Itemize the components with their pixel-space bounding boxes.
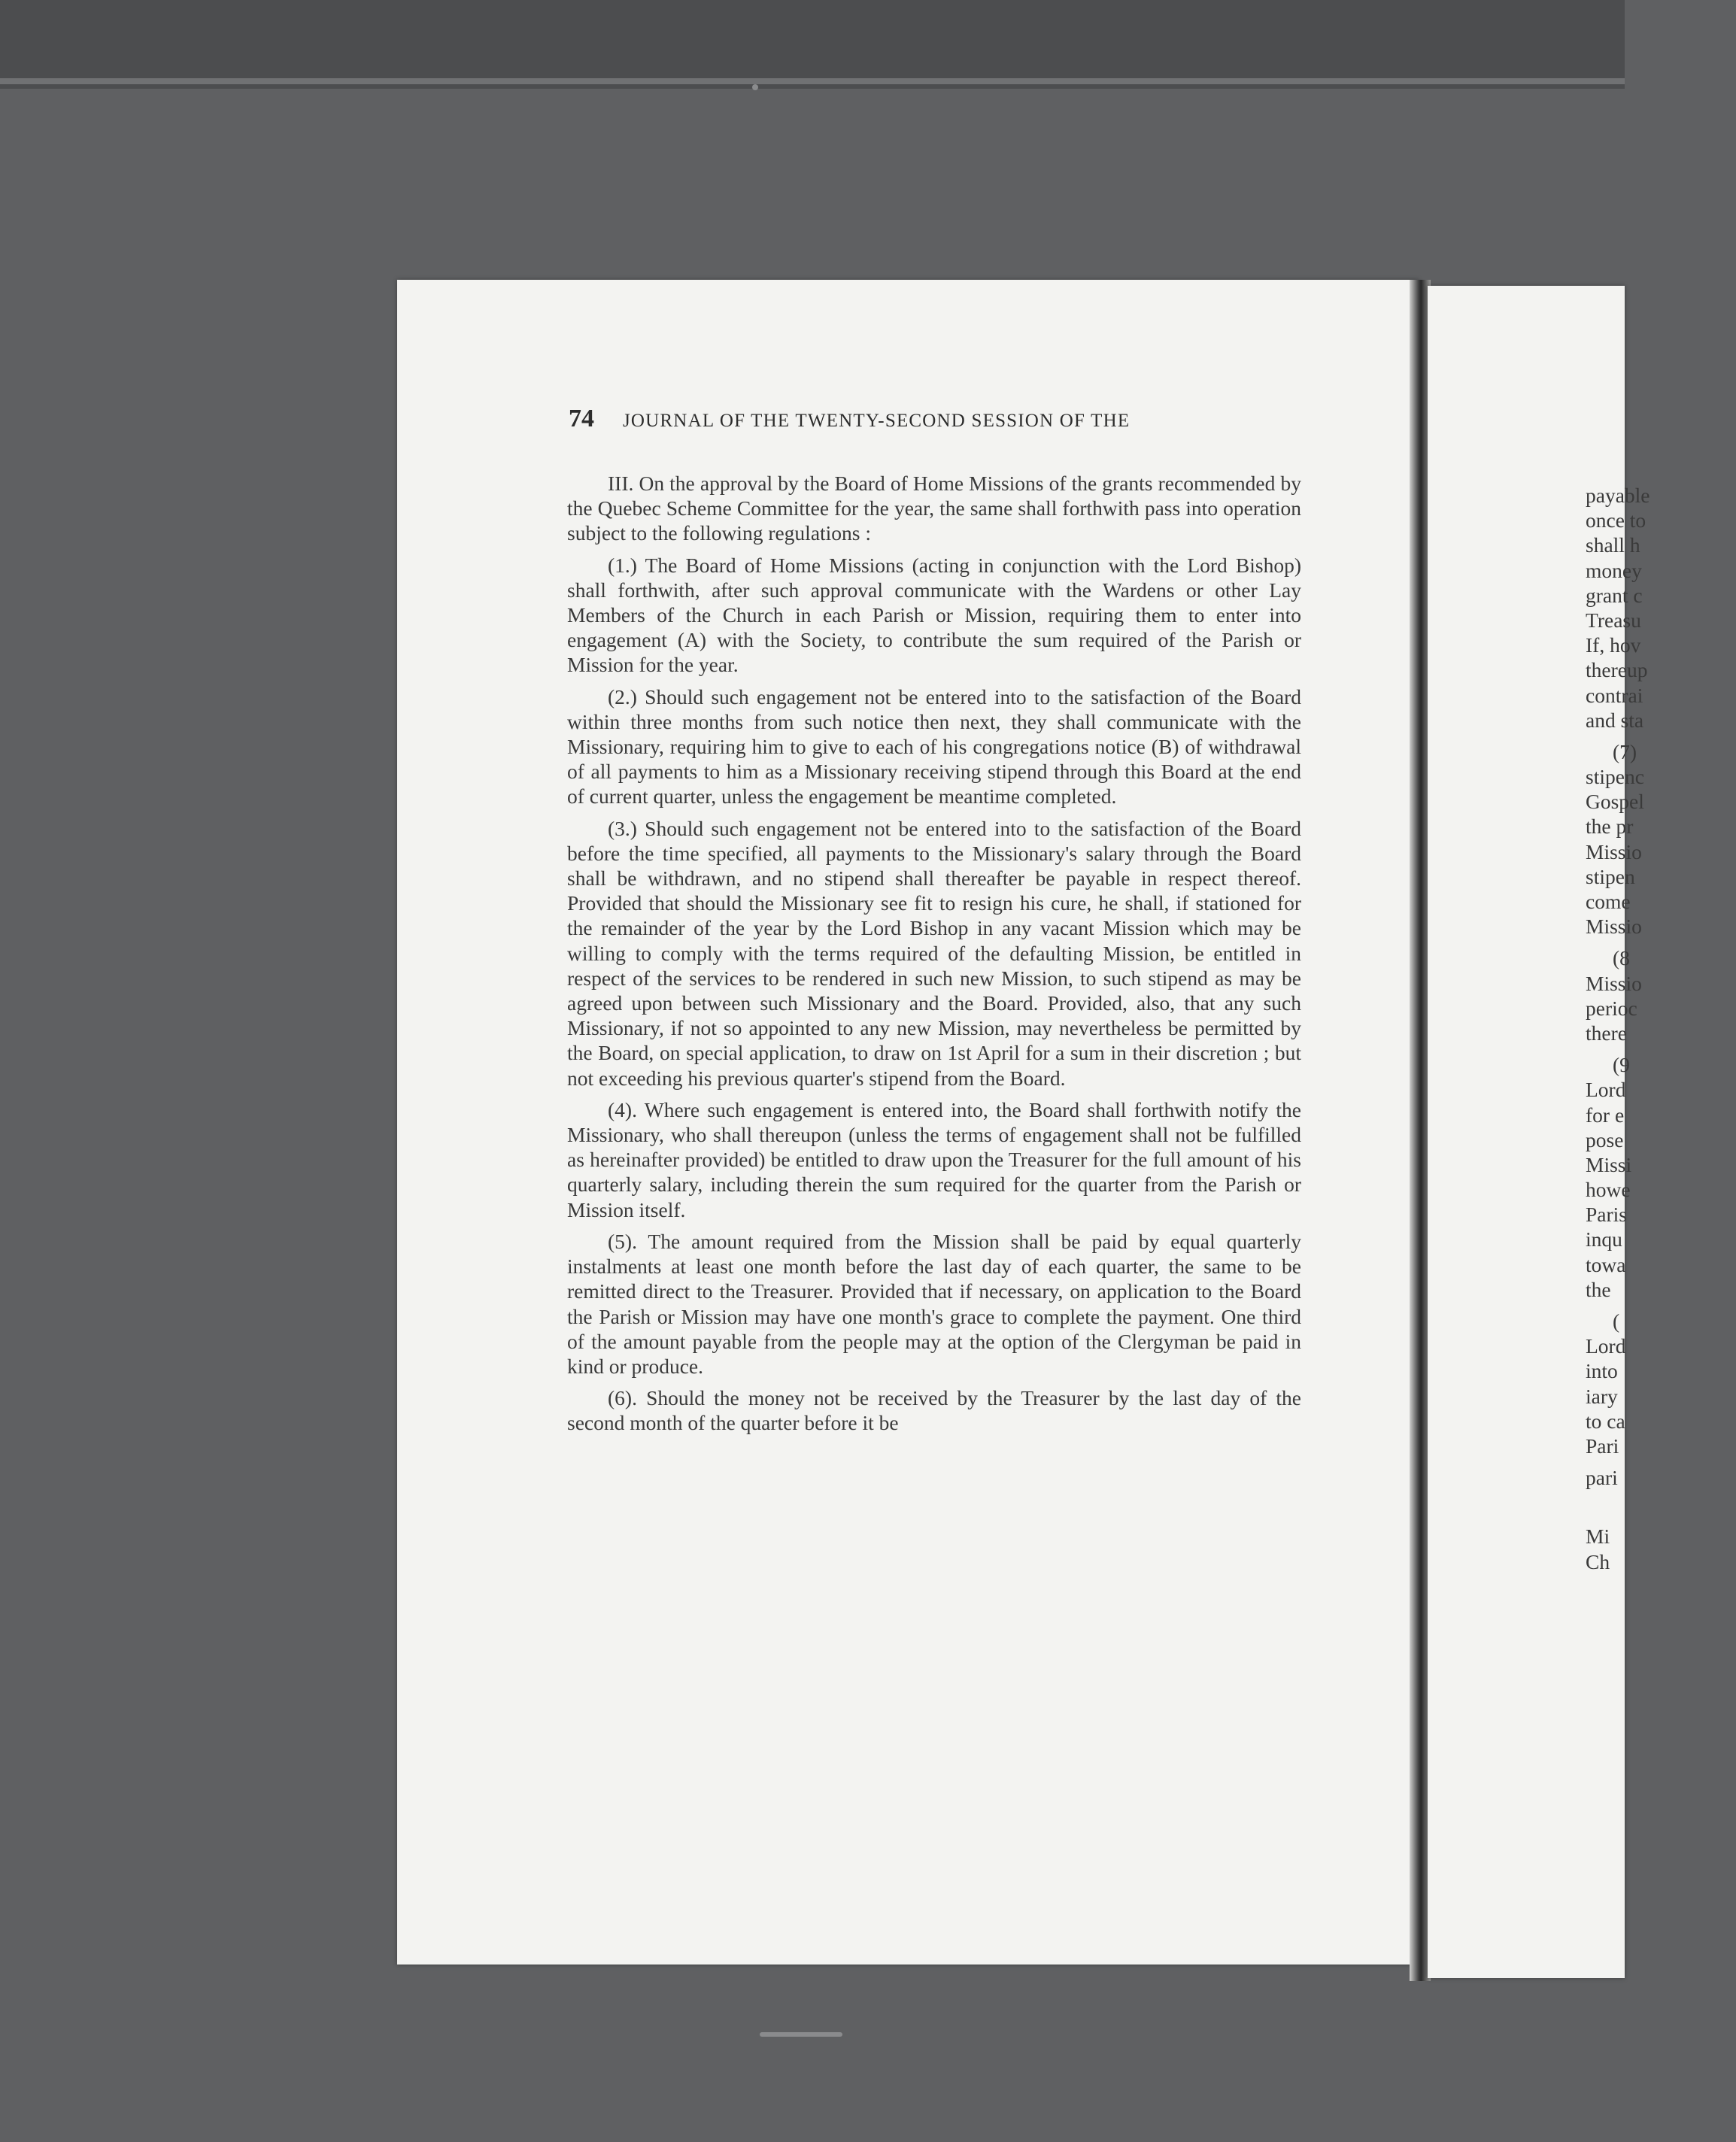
scan-speck bbox=[752, 84, 758, 90]
line-gap bbox=[1586, 733, 1736, 739]
right-page-line: Gospel bbox=[1586, 790, 1644, 814]
right-page-line: grant c bbox=[1586, 583, 1643, 607]
line-gap bbox=[1586, 1497, 1736, 1503]
running-head: JOURNAL OF THE TWENTY-SECOND SESSION OF THE bbox=[623, 411, 1131, 431]
scan-speck bbox=[760, 2032, 842, 2037]
right-page-line: howe bbox=[1586, 1178, 1631, 1202]
right-page-line: iary bbox=[1586, 1384, 1618, 1408]
right-page-line: once to bbox=[1586, 508, 1646, 532]
right-page-line: the bbox=[1586, 1277, 1611, 1301]
right-page-line: (9 bbox=[1613, 1053, 1630, 1077]
left-page bbox=[397, 280, 1419, 1965]
line-gap bbox=[1586, 1458, 1736, 1465]
right-page-line: payable bbox=[1586, 484, 1650, 507]
right-page-fragment bbox=[1428, 286, 1650, 1978]
right-page-line: Mi bbox=[1586, 1525, 1610, 1549]
right-page-line: there bbox=[1586, 1021, 1627, 1045]
paragraph-3: (3.) Should such engagement not be entered into to the satisfaction of the Board before the time specified, all payments to the Missionary's salary through the Board shall be withdrawn, and no stipend shall thereafter be payable in respect thereof. Provided that should the Missionary see fit to resign his cure, he shall, if stationed for the remainder of the year by the Lord Bishop in any vacant Mission which may be willing to comply with the terms required of the defaulting Mission, be entitled in respect of the services to be rendered in such new Mission, to such stipend as may be agreed upon between such Missionary and the Board. Provided, also, that any such Missionary, if not so appointed to any new Mission, may nevertheless be permitted by the Board, on special application, to draw on 1st April for a sum in their discretion ; but not exceeding his previous quarter's stipend from the Board. bbox=[567, 816, 1301, 1090]
right-page-line: and sta bbox=[1586, 708, 1644, 732]
right-page-line: Missio bbox=[1586, 839, 1642, 863]
right-page-line: perioc bbox=[1586, 996, 1637, 1020]
right-page-line: Missio bbox=[1586, 971, 1642, 995]
paragraph-1: (1.) The Board of Home Missions (acting in conjunction with the Lord Bishop) shall forthwith, after such approval communicate with the Wardens or other Lay Members of the Church in each Parish or Mission, requiring them to enter into engagement (A) with the Society, to contribute the sum required of the Parish or Mission for the year. bbox=[567, 553, 1301, 677]
paragraph-intro: III. On the approval by the Board of Home Missions of the grants recommended by the Quebec Scheme Committee for the year, the same shall forthwith pass into operation subject to the following regulations : bbox=[567, 472, 1301, 545]
right-page-line: to ca bbox=[1586, 1409, 1625, 1433]
page-number: 74 bbox=[569, 405, 594, 432]
body-text bbox=[567, 471, 1301, 1443]
scanner-background-top bbox=[0, 0, 1625, 89]
line-gap bbox=[1586, 1302, 1736, 1309]
right-page-line: Paris bbox=[1586, 1203, 1627, 1227]
right-page-line: into bbox=[1586, 1359, 1618, 1383]
right-page-line: for e bbox=[1586, 1103, 1625, 1127]
right-page-text bbox=[1586, 483, 1736, 1574]
right-page-line: (7) bbox=[1613, 739, 1637, 763]
right-page-line: (8 bbox=[1613, 946, 1630, 970]
right-page-line: pari bbox=[1586, 1466, 1618, 1490]
scanner-edge-line bbox=[0, 78, 1625, 84]
right-page-line: stipenc bbox=[1586, 765, 1644, 789]
right-page-line: towa bbox=[1586, 1252, 1626, 1276]
line-gap bbox=[1586, 1517, 1736, 1524]
line-gap bbox=[1586, 1045, 1736, 1052]
paragraph-6: (6). Should the money not be received by the Treasurer by the last day of the second month of the quarter before it be bbox=[567, 1386, 1301, 1435]
paragraph-5: (5). The amount required from the Mission shall be paid by equal quarterly instalments at least one month before the last day of each quarter, the same to be remitted direct to the Treasurer. Provided that if necessary, on application to the Board the Parish or Mission may have one month's grace to complete the payment. One third of the amount payable from the people may at the option of the Clergyman be paid in kind or produce. bbox=[567, 1229, 1301, 1378]
line-gap bbox=[1586, 939, 1736, 945]
line-gap bbox=[1586, 1510, 1736, 1517]
right-page-line: thereup bbox=[1586, 658, 1648, 682]
right-page-line: Lord bbox=[1586, 1334, 1626, 1358]
line-gap bbox=[1586, 1490, 1736, 1497]
right-page-line: stipen bbox=[1586, 864, 1635, 888]
right-page-line: Lord bbox=[1586, 1078, 1626, 1102]
right-page-line: Missi bbox=[1586, 1152, 1632, 1176]
right-page-line: Treasu bbox=[1586, 608, 1641, 632]
right-page-line: contrai bbox=[1586, 683, 1643, 707]
page-header bbox=[569, 405, 1411, 433]
right-page-line: pose bbox=[1586, 1127, 1624, 1151]
paragraph-4: (4). Where such engagement is entered into, the Board shall forthwith notify the Missionary, who shall thereupon (unless the terms of engagement shall not be fulfilled as hereinafter provided) be entitled to draw upon the Treasurer for the full amount of his quarterly salary, including therein the sum required for the quarter from the Parish or Mission itself. bbox=[567, 1097, 1301, 1221]
right-page-line: ( bbox=[1613, 1309, 1620, 1333]
right-page-line: shall h bbox=[1586, 533, 1640, 557]
right-page-line: Pari bbox=[1586, 1434, 1619, 1458]
right-page-line: Ch bbox=[1586, 1549, 1610, 1573]
right-page-line: If, hov bbox=[1586, 633, 1641, 657]
right-page-line: the pr bbox=[1586, 815, 1634, 839]
right-page-line: money bbox=[1586, 558, 1642, 582]
line-gap bbox=[1586, 1503, 1736, 1510]
right-page-line: inqu bbox=[1586, 1227, 1622, 1252]
right-page-line: Missio bbox=[1586, 915, 1642, 939]
right-page-line: come bbox=[1586, 890, 1631, 913]
paragraph-2: (2.) Should such engagement not be entered into to the satisfaction of the Board within three months from such notice then next, they shall communicate with the Missionary, requiring him to give to each of his congregations notice (B) of withdrawal of all payments to him as a Missionary receiving stipend through this Board at the end of current quarter, unless the engagement be meantime completed. bbox=[567, 684, 1301, 809]
